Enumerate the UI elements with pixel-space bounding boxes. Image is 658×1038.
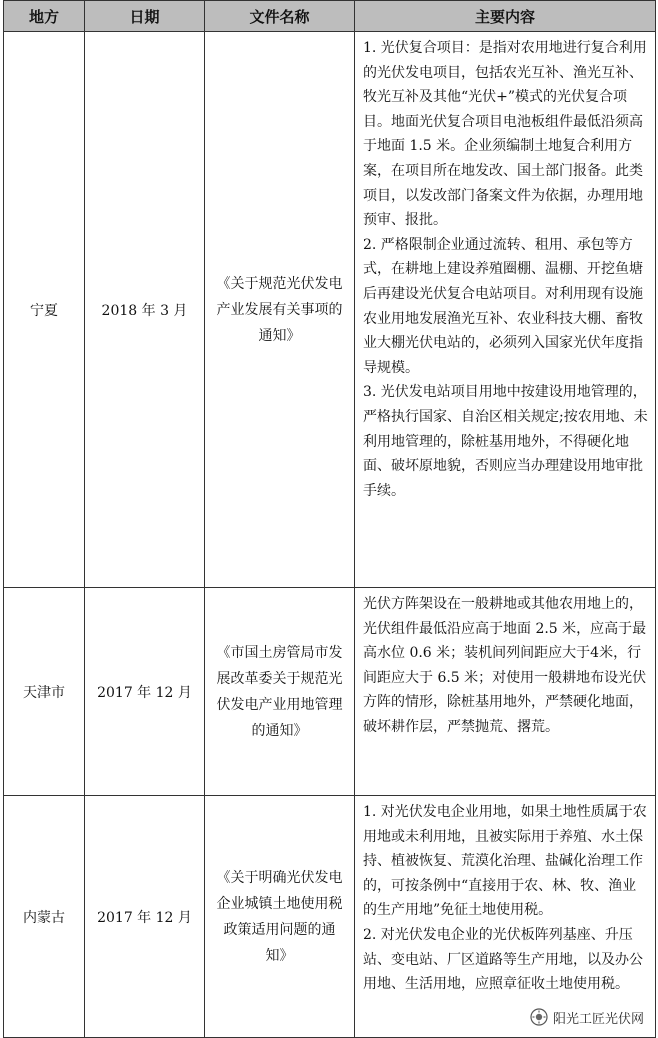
sun-logo-icon xyxy=(530,1008,548,1026)
content-cell xyxy=(355,32,656,588)
date-cell: 2018 年 3 月 xyxy=(85,32,205,588)
region-cell: 宁夏 xyxy=(4,32,85,588)
content-paragraph: 1. 对光伏发电企业用地，如果土地性质属于农用地或未利用地，且被实际用于养殖、水土保持、植被恢复、荒漠化治理、盐碱化治理工作的，可按条例中“直接用于农、林、牧、渔业的生产用地”免征土地使用税。 xyxy=(363,804,647,919)
policy-table xyxy=(3,0,656,1038)
document-title-cell: 《市国土房管局市发展改革委关于规范光伏发电产业用地管理的通知》 xyxy=(205,588,355,796)
content-cell xyxy=(355,588,656,796)
content-cell xyxy=(355,796,656,1038)
document-title-cell: 《关于规范光伏发电产业发展有关事项的通知》 xyxy=(205,32,355,588)
date-cell: 2017 年 12 月 xyxy=(85,588,205,796)
content-paragraph: 光伏方阵架设在一般耕地或其他农用地上的，光伏组件最低沿应高于地面 2.5 米，应高于最高水位 0.6 米；装机间列间距应大于4米，行间距应大于 6.5 米；对使用一般耕地布设光伏方阵的情形，除桩基用地外，严禁硬化地面，破坏耕作层，严禁抛荒、撂荒。 xyxy=(363,596,647,735)
table-row xyxy=(4,588,656,796)
table-row xyxy=(4,796,656,1038)
document-title-cell: 《关于明确光伏发电企业城镇土地使用税政策适用问题的通知》 xyxy=(205,796,355,1038)
region-cell: 内蒙古 xyxy=(4,796,85,1038)
header-title: 文件名称 xyxy=(205,1,355,32)
watermark xyxy=(526,1005,648,1029)
content-paragraph: 2. 对光伏发电企业的光伏板阵列基座、升压站、变电站、厂区道路等生产用地，以及办公用地、生活用地，应照章征收土地使用税。 xyxy=(363,926,643,993)
header-content: 主要内容 xyxy=(355,1,656,32)
header-date: 日期 xyxy=(85,1,205,32)
content-paragraph: 1. 光伏复合项目：是指对农用地进行复合利用的光伏发电项目，包括农光互补、渔光互补、牧光互补及其他“光伏+”模式的光伏复合项目。地面光伏复合项目电池板组件最低沿须高于地面 1.5 米。企业须编制土地复合利用方案，在项目所在地发改、国土部门报备。此类项目，以发改部门备案文件为依据，办理用地预审、报批。 xyxy=(363,40,647,229)
table-row xyxy=(4,32,656,588)
header-row xyxy=(4,1,656,32)
content-paragraph: 3. 光伏发电站项目用地中按建设用地管理的，严格执行国家、自治区相关规定;按农用地、未利用地管理的，除桩基用地外，不得硬化地面、破坏原地貌，否则应当办理建设用地审批手续。 xyxy=(363,384,648,499)
date-cell: 2017 年 12 月 xyxy=(85,796,205,1038)
content-paragraph: 2. 严格限制企业通过流转、租用、承包等方式，在耕地上建设养殖圈棚、温棚、开挖鱼塘后再建设光伏复合电站项目。对利用现有设施农业用地发展渔光互补、农业科技大棚、畜牧业大棚光伏电站的，必须列入国家光伏年度指导规模。 xyxy=(363,236,643,376)
region-cell: 天津市 xyxy=(4,588,85,796)
header-region: 地方 xyxy=(4,1,85,32)
watermark-text: 阳光工匠光伏网 xyxy=(552,1011,644,1027)
